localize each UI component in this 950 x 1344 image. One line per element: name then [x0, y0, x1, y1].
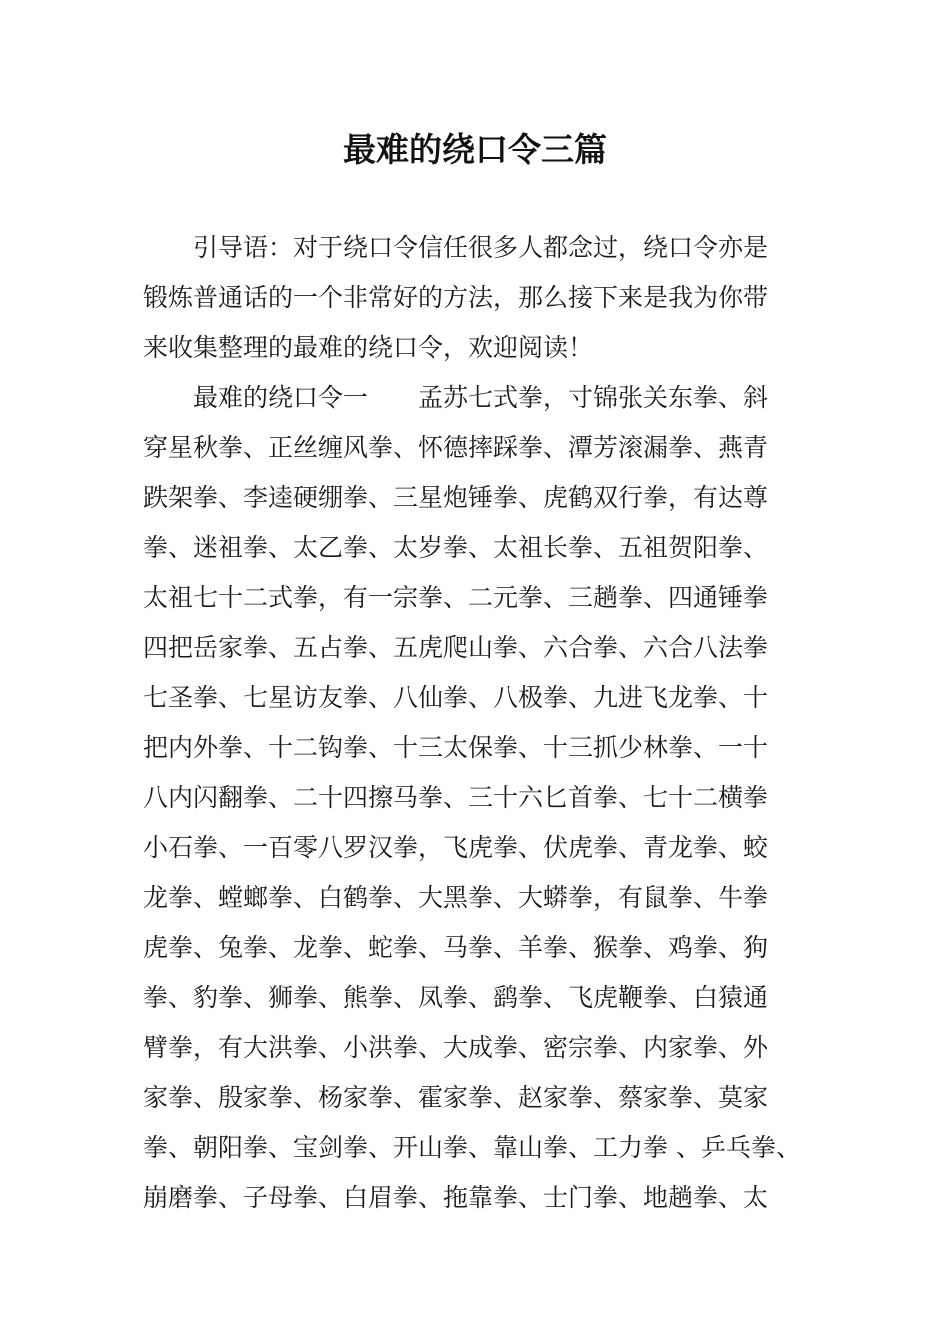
text-line: 家拳、殷家拳、杨家拳、霍家拳、赵家拳、蔡家拳、莫家	[143, 1083, 769, 1112]
text-line: 穿星秋拳、正丝缠风拳、怀德摔踩拳、潭芳滚漏拳、燕青	[143, 433, 769, 462]
text-line: 拳、迷祖拳、太乙拳、太岁拳、太祖长拳、五祖贺阳拳、	[143, 533, 769, 562]
document-title: 最难的绕口令三篇	[343, 130, 607, 169]
text-line: 来收集整理的最难的绕口令，欢迎阅读！	[143, 333, 594, 362]
text-line: 跌架拳、李逵硬绷拳、三星炮锤拳、虎鹤双行拳，有达尊	[143, 483, 769, 512]
text-line: 八内闪翻拳、二十四擦马拳、三十六匕首拳、七十二横拳	[143, 783, 769, 812]
text-line: 最难的绕口令一 孟苏七式拳，寸锦张关东拳、斜	[143, 383, 769, 412]
text-line: 七圣拳、七星访友拳、八仙拳、八极拳、九进飞龙拳、十	[143, 683, 769, 712]
text-line: 拳、朝阳拳、宝剑拳、开山拳、靠山拳、工力拳 、乒乓拳、	[143, 1133, 801, 1162]
text-line: 太祖七十二式拳，有一宗拳、二元拳、三趟拳、四通锤拳	[143, 583, 769, 612]
text-line: 把内外拳、十二钩拳、十三太保拳、十三抓少林拳、一十	[143, 733, 769, 762]
text-line: 虎拳、兔拳、龙拳、蛇拳、马拳、羊拳、猴拳、鸡拳、狗	[143, 933, 769, 962]
text-line: 引导语：对于绕口令信任很多人都念过，绕口令亦是	[143, 233, 769, 262]
text-line: 崩磨拳、子母拳、白眉拳、拖靠拳、士门拳、地趟拳、太	[143, 1183, 769, 1212]
text-line: 拳、豹拳、狮拳、熊拳、凤拳、鹞拳、飞虎鞭拳、白猿通	[143, 983, 769, 1012]
text-line: 锻炼普通话的一个非常好的方法，那么接下来是我为你带	[143, 283, 769, 312]
document-body	[143, 223, 813, 1223]
text-line: 四把岳家拳、五占拳、五虎爬山拳、六合拳、六合八法拳	[143, 633, 769, 662]
text-line: 臂拳，有大洪拳、小洪拳、大成拳、密宗拳、内家拳、外	[143, 1033, 769, 1062]
text-line: 龙拳、螳螂拳、白鹤拳、大黑拳、大蟒拳，有鼠拳、牛拳	[143, 883, 769, 912]
text-line: 小石拳、一百零八罗汉拳，飞虎拳、伏虎拳、青龙拳、蛟	[143, 833, 769, 862]
